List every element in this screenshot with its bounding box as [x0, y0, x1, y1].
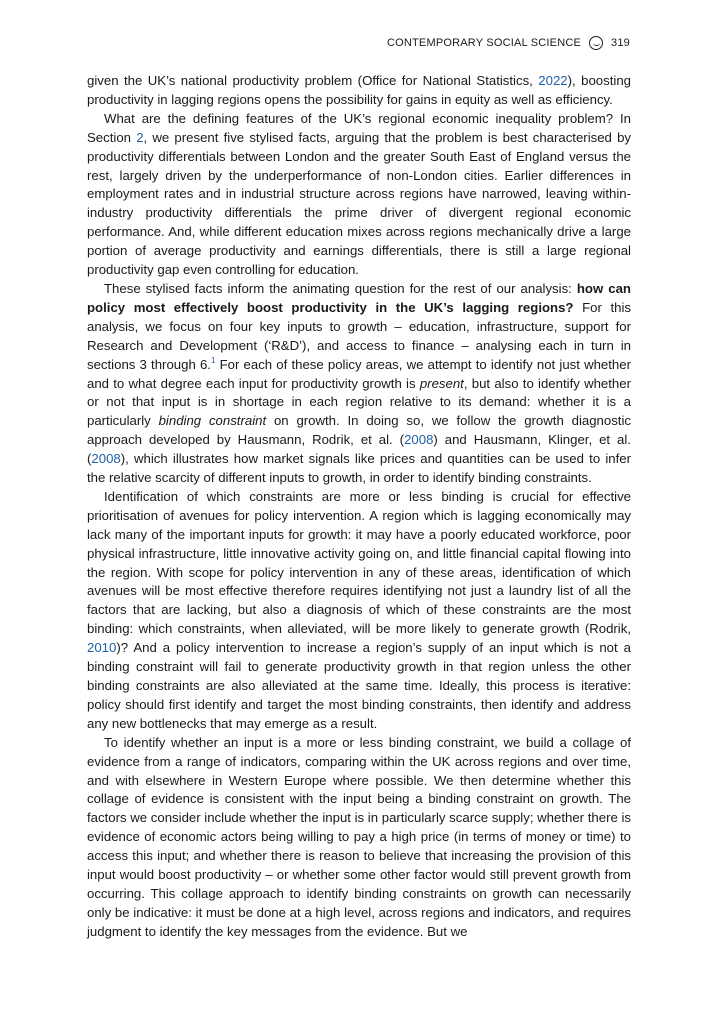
text-run: , we present five stylised facts, arguing that the problem is best characterised by productivity differentials between London and the greater South East of England versus the rest, largely driven by the underperformance of non-London cities. Earlier differences in employment rates and in industrial structure across regions have narrowed, leaving within-industry productivity differentials the prime driver of divergent regional economic performance. And, while different education mixes across regions mechanically drive a large portion of average productivity and earnings differentials, there is still a large regional productivity gap even controlling for education. — [87, 129, 632, 278]
emphasis: binding constraint — [158, 413, 267, 429]
citation-link[interactable]: 2022 — [538, 73, 568, 88]
journal-title: CONTEMPORARY SOCIAL SCIENCE — [386, 37, 582, 49]
text-run: To identify whether an input is a more or less binding constraint, we build a collage of evidence from a range of indicators, comparing within the UK across regions and over time, and with elsewhere in Western Europe where possible. We then determine whether this collage of evidence is consistent with the input being a binding constraint on growth. The factors we consider include whether the input is in particularly scarce supply; whether there is evidence of economic actors being willing to pay a high price (in terms of money or time) to access this input; and whether there is reason to believe that increasing the provision of this input would boost productivity – or whether some other factor would still prevent growth from occurring. This collage approach to identify binding constraints on growth can necessarily only be indicative: it must be done at a high level, across regions and indicators, and requires judgment to identify the key messages from the evidence. But we — [87, 734, 631, 939]
emphasis: present — [419, 375, 464, 391]
citation-link[interactable]: 2010 — [87, 640, 117, 656]
text-run: These stylised facts inform the animating question for the rest of our analysis: — [104, 280, 577, 296]
paragraph-2 — [87, 110, 631, 280]
paragraph-5 — [87, 734, 631, 942]
citation-link[interactable]: 2008 — [404, 432, 434, 448]
citation-link[interactable]: 2008 — [91, 451, 121, 467]
text-run: )? And a policy intervention to increase a region’s supply of an input which is not a binding constraint will fail to generate productivity growth in that region unless the other binding constraints are also alleviated at the same time. Ideally, this process is iterative: policy should first identify and target the most binding constraints, then identify and address any new bottlenecks that may emerge as a result. — [87, 640, 631, 731]
research-question: how can policy most effectively boost productivity in the UK’s lagging regions? — [87, 280, 631, 315]
journal-logo-icon — [589, 36, 603, 50]
text-run: ), boosting productivity in lagging regions opens the possibility for gains in equity as well as efficiency. — [87, 73, 631, 107]
running-header — [387, 36, 630, 50]
text-run: Identification of which constraints are more or less binding is crucial for effective prioritisation of avenues for policy intervention. A region which is lagging economically may lack many of the important inputs for growth: it may have a poorly educated workforce, poor physical infrastructure, little innovative activity going on, and little financial capital flowing into the region. With scope for policy intervention in any of these areas, identification of which avenues will be most effective therefore requires identifying not just a laundry list of all the factors that are lacking, but also a diagnosis of which of these constraints are the most binding: which constraints, when alleviated, will be more likely to generate growth (Rodrik, — [87, 488, 631, 637]
paragraph-3 — [87, 280, 631, 488]
text-run: What are the defining features of the UK’s regional economic inequality problem? In Section — [87, 110, 631, 145]
page-number: 319 — [611, 37, 630, 49]
section-link[interactable]: 2 — [136, 129, 144, 145]
text-run: For this analysis, we focus on four key inputs to growth – education, infrastructure, support for Research and Development (‘R&D’), and access to finance – analysing each in turn in sections 3 through 6. — [87, 299, 631, 372]
paragraph-4 — [87, 488, 631, 734]
text-run: , but also to identify whether or not that input is in shortage in each region relative to its demand: whether it is a particularly — [87, 375, 631, 429]
footnote-link[interactable]: 1 — [210, 355, 216, 365]
article-body — [87, 72, 631, 942]
text-run: For each of these policy areas, we attempt to identify not just whether and to what degree each input for productivity growth is — [87, 356, 631, 391]
text-run: ), which illustrates how market signals like prices and quantities can be used to infer the relative scarcity of different inputs to growth, in order to identify binding constraints. — [87, 451, 631, 486]
text-run: ) and Hausmann, Klinger, et al. ( — [87, 432, 631, 467]
paragraph-1 — [87, 72, 631, 110]
text-run: on growth. In doing so, we follow the growth diagnostic approach developed by Hausmann, Rodrik, et al. ( — [87, 413, 631, 448]
text-run: given the UK’s national productivity problem (Office for National Statistics, — [87, 73, 539, 88]
